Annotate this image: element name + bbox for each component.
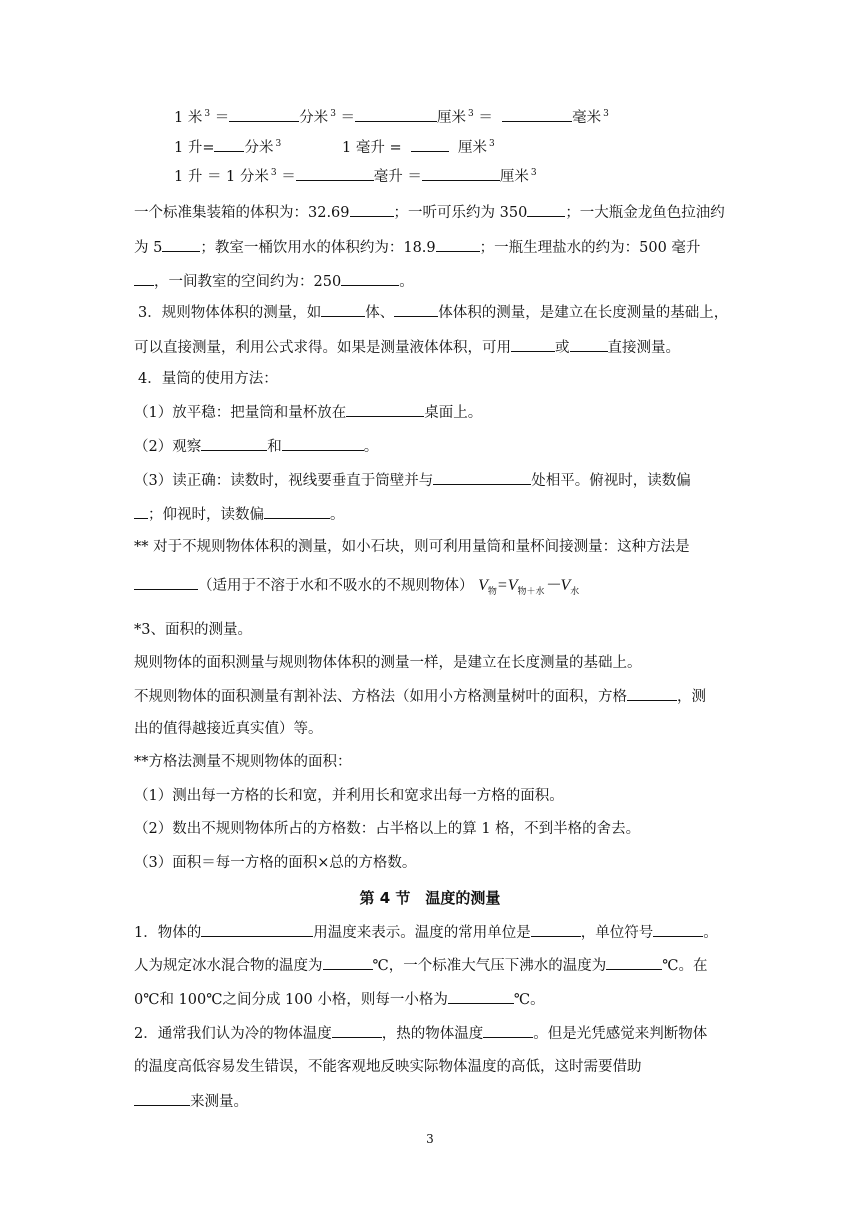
text: ** 对于不规则物体体积的测量，如小石块，则可利用量筒和量杯间接测量：这种方法是 — [134, 539, 690, 555]
blank[interactable] — [332, 1023, 382, 1038]
volume-formula — [478, 577, 580, 597]
text: 为 5 — [134, 240, 163, 256]
text: ℃，一个标准大气压下沸水的温度为 — [372, 958, 607, 974]
text: 分米 — [299, 110, 329, 126]
text: ，单位符号 — [580, 925, 654, 941]
examples-line-1 — [134, 202, 725, 223]
blank[interactable] — [436, 237, 480, 252]
examples-line-3 — [134, 271, 414, 292]
blank[interactable] — [653, 922, 703, 937]
blank[interactable] — [264, 504, 330, 519]
superscript: 3 — [489, 139, 495, 149]
text: ；一听可乐约为 350 — [393, 205, 528, 221]
blank[interactable] — [433, 470, 531, 485]
blank[interactable] — [201, 922, 313, 937]
area-title — [134, 620, 252, 640]
text: 用温度来表示。温度的常用单位是 — [313, 925, 531, 941]
superscript: 3 — [270, 168, 277, 178]
formula-var: V — [478, 577, 488, 594]
text: 或 — [555, 340, 570, 356]
text: 0℃和 100℃之间分成 100 小格，则每一小格为 — [134, 992, 448, 1008]
text: ，一间教室的空间约为：250 — [154, 274, 342, 290]
grid-method-step-2 — [134, 819, 640, 839]
text: 不规则物体的面积测量有割补法、方格法（如用小方格测量树叶的面积，方格 — [134, 689, 627, 705]
text: （2）数出不规则物体所占的方格数：占半格以上的算 1 格，不到半格的舍去。 — [134, 821, 641, 837]
blank[interactable] — [162, 237, 200, 252]
area-line-1 — [134, 653, 642, 673]
text: ；一瓶生理盐水的约为：500 毫升 — [479, 240, 701, 256]
unit-line-2 — [174, 134, 281, 158]
superscript: 3 — [468, 109, 474, 119]
text: （3）面积＝每一方格的面积×总的方格数。 — [134, 855, 417, 871]
text: 1 米 — [174, 110, 203, 126]
text: ℃。 — [513, 992, 545, 1008]
grid-method-title — [134, 752, 352, 772]
text: 和 — [267, 439, 282, 455]
text: 4．量筒的使用方法： — [138, 371, 278, 387]
blank[interactable] — [346, 402, 424, 417]
text: （适用于不溶于水和不吸水的不规则物体） — [198, 578, 474, 594]
text: 毫升 ＝ — [373, 169, 422, 185]
text: 毫米 — [572, 110, 602, 126]
blank[interactable] — [341, 271, 399, 286]
blank[interactable] — [134, 575, 198, 590]
blank[interactable] — [606, 955, 662, 970]
blank[interactable] — [355, 107, 437, 122]
text: 的温度高低容易发生错误，不能客观地反映实际物体温度的高低，这时需要借助 — [134, 1059, 642, 1075]
unit-line-1 — [174, 104, 609, 128]
text: 可以直接测量，利用公式求得。如果是测量液体体积，可用 — [134, 340, 511, 356]
blank[interactable] — [422, 166, 500, 181]
text: （1）放平稳：把量筒和量杯放在 — [134, 405, 347, 421]
text: 。 — [330, 507, 345, 523]
text: ＝ — [340, 110, 356, 126]
text: 。 — [703, 925, 718, 941]
formula-var: V — [560, 577, 571, 594]
text: （3）读正确：读数时，视线要垂直于筒壁并与 — [134, 473, 434, 489]
examples-line-2 — [134, 237, 700, 258]
item-4-step-3 — [134, 470, 691, 491]
text: 厘米 — [437, 110, 467, 126]
page-number: 3 — [426, 1132, 434, 1146]
grid-method-step-1 — [134, 786, 564, 806]
blank[interactable] — [350, 202, 394, 217]
text: ；仰视时，读数偏 — [148, 507, 264, 523]
blank[interactable] — [282, 436, 364, 451]
formula-subscript: 物＋水 — [517, 586, 545, 597]
blank[interactable] — [296, 166, 374, 181]
text: 分米 — [244, 140, 274, 156]
item-4-title — [138, 369, 278, 389]
text: 1 升= — [174, 140, 215, 156]
blank[interactable] — [531, 922, 581, 937]
text: ，测 — [677, 689, 706, 705]
text: 2．通常我们认为冷的物体温度 — [134, 1026, 332, 1042]
blank[interactable] — [448, 989, 514, 1004]
text: （1）测出每一方格的长和宽，并利用长和宽求出每一方格的面积。 — [134, 788, 564, 804]
text: （2）观察 — [134, 439, 202, 455]
text: 。 — [399, 274, 414, 290]
text: ；教室一桶饮用水的体积约为：18.9 — [200, 240, 436, 256]
blank[interactable] — [527, 202, 565, 217]
text: ＝ — [214, 110, 230, 126]
text: ；一大瓶金龙鱼色拉油约 — [565, 205, 725, 221]
unit-line-2b — [342, 134, 495, 158]
temperature-line-1 — [134, 922, 718, 943]
text: 厘米 — [458, 140, 488, 156]
text: ＝ — [281, 169, 296, 185]
irregular-volume-line-2 — [134, 575, 579, 601]
blank[interactable] — [134, 504, 148, 519]
text: 。但是光凭感觉来判断物体 — [533, 1026, 708, 1042]
blank[interactable] — [201, 436, 267, 451]
text: 来测量。 — [190, 1094, 248, 1110]
section-heading: 第 4 节 温度的测量 — [359, 889, 501, 907]
text: 1．物体的 — [134, 925, 202, 941]
formula-op: = — [496, 577, 508, 594]
blank[interactable] — [511, 337, 555, 352]
text: 厘米 — [499, 169, 529, 185]
text: **方格法测量不规则物体的面积： — [134, 754, 352, 770]
blank[interactable] — [411, 137, 449, 152]
blank[interactable] — [134, 271, 154, 286]
irregular-volume-line-1 — [134, 537, 690, 557]
formula-var: V — [507, 577, 518, 594]
temperature-line-6 — [134, 1091, 248, 1112]
formula-subscript: 水 — [570, 586, 580, 597]
blank[interactable] — [134, 1091, 190, 1106]
text: 直接测量。 — [607, 340, 680, 356]
text: 一个标准集装箱的体积为：32.69 — [134, 205, 350, 221]
item-4-step-2 — [134, 436, 378, 457]
superscript: 3 — [530, 168, 537, 178]
unit-line-3 — [174, 163, 537, 187]
blank[interactable] — [627, 686, 677, 701]
temperature-line-3 — [134, 989, 545, 1010]
item-3-line-1 — [138, 302, 728, 323]
text: 人为规定冰水混合物的温度为 — [134, 958, 323, 974]
item-4-step-1 — [134, 402, 482, 423]
superscript: 3 — [330, 109, 336, 119]
blank[interactable] — [502, 107, 572, 122]
temperature-line-4 — [134, 1023, 707, 1044]
item-4-step-3-cont — [134, 504, 345, 525]
text: 桌面上。 — [424, 405, 483, 421]
blank[interactable] — [394, 302, 438, 317]
text: 体体积的测量，是建立在长度测量的基础上， — [438, 305, 729, 321]
text: ℃。在 — [662, 958, 708, 974]
text: 规则物体的面积测量与规则物体体积的测量一样，是建立在长度测量的基础上。 — [134, 655, 642, 671]
area-line-3 — [134, 719, 323, 739]
formula-subscript: 物 — [487, 586, 497, 597]
superscript: 3 — [603, 109, 609, 119]
blank[interactable] — [229, 107, 299, 122]
text: *3、面积的测量。 — [134, 622, 252, 638]
temperature-line-5 — [134, 1057, 642, 1077]
temperature-line-2 — [134, 955, 707, 976]
blank[interactable] — [214, 137, 244, 152]
blank[interactable] — [570, 337, 608, 352]
text: 3．规则物体体积的测量，如 — [138, 305, 322, 321]
grid-method-step-3 — [134, 853, 416, 873]
text: 1 毫升 = — [342, 140, 402, 156]
text: ，热的物体温度 — [381, 1026, 484, 1042]
text: 1 升 ＝ 1 分米 — [174, 169, 269, 185]
text: 。 — [363, 439, 379, 455]
text: 体、 — [365, 305, 395, 321]
text: ＝ — [478, 110, 493, 126]
area-line-2 — [134, 686, 706, 707]
blank[interactable] — [323, 955, 373, 970]
text: 处相平。俯视时，读数偏 — [531, 473, 691, 489]
text: 出的值得越接近真实值）等。 — [134, 721, 323, 737]
item-3-line-2 — [134, 337, 680, 358]
formula-op: － — [544, 577, 561, 594]
superscript: 3 — [275, 139, 282, 149]
blank[interactable] — [483, 1023, 533, 1038]
superscript: 3 — [204, 109, 211, 119]
blank[interactable] — [321, 302, 365, 317]
